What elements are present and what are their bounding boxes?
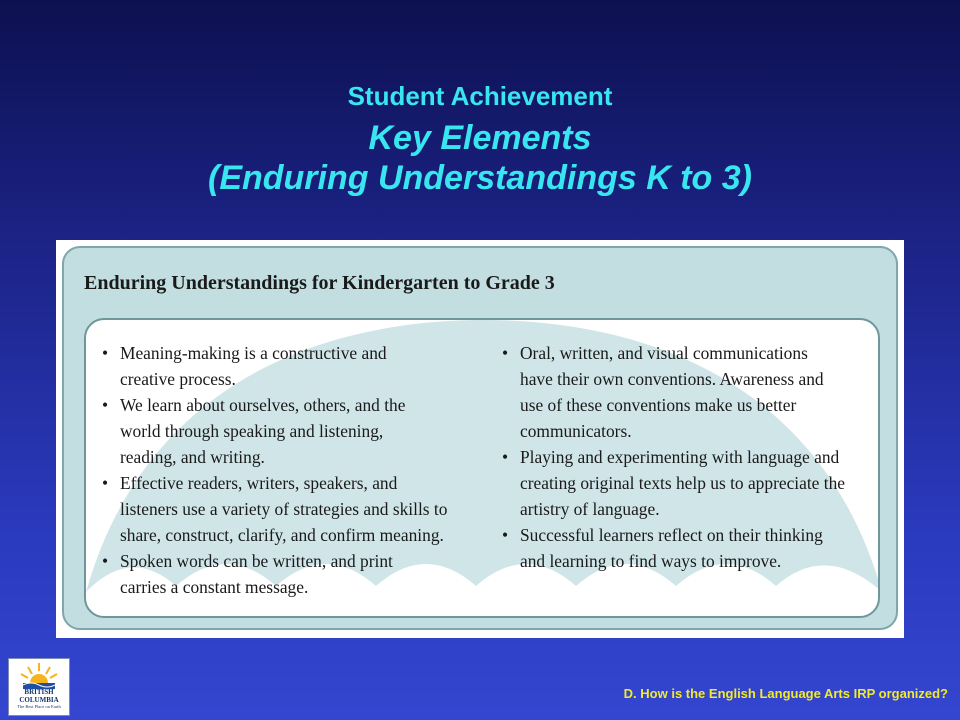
british-columbia-sun-icon bbox=[9, 659, 69, 689]
bullet-line: Successful learners reflect on their thinking bbox=[520, 525, 823, 545]
bullet-list-box bbox=[84, 318, 880, 618]
logo-line-1: BRITISH bbox=[24, 688, 54, 696]
bullet-line: and learning to find ways to improve. bbox=[520, 551, 782, 571]
logo-wordmark bbox=[9, 688, 69, 704]
bullet-line: Playing and experimenting with language and bbox=[520, 447, 840, 467]
bullet-line: share, construct, clarify, and confirm meaning. bbox=[120, 525, 444, 545]
bullet-line: creating original texts help us to appreciate the bbox=[520, 473, 845, 493]
bullet-line: Oral, written, and visual communications bbox=[520, 343, 808, 363]
bullet-line: have their own conventions. Awareness and bbox=[520, 369, 824, 389]
bullet-line: use of these conventions make us better bbox=[520, 395, 797, 415]
slide-title: Student Achievement bbox=[347, 81, 613, 111]
bullet-item bbox=[120, 548, 488, 600]
bullet-line: world through speaking and listening, bbox=[120, 421, 384, 441]
bullet-item bbox=[520, 444, 876, 522]
bullet-line: reading, and writing. bbox=[120, 447, 265, 467]
slide-subtitle-detail: (Enduring Understandings K to 3) bbox=[208, 159, 752, 197]
bullet-item bbox=[120, 392, 488, 470]
bullet-line: We learn about ourselves, others, and the bbox=[120, 395, 406, 415]
bullet-line: Spoken words can be written, and print bbox=[120, 551, 393, 571]
bullet-item bbox=[120, 340, 488, 392]
logo-tagline: The Best Place on Earth bbox=[17, 704, 61, 709]
footer-caption: D. How is the English Language Arts IRP organized? bbox=[623, 686, 948, 701]
bullet-line: artistry of language. bbox=[520, 499, 660, 519]
logo-line-2: COLUMBIA bbox=[19, 696, 59, 704]
bullet-line: Effective readers, writers, speakers, and bbox=[120, 473, 398, 493]
bullet-item bbox=[520, 340, 876, 444]
slide-title-block bbox=[0, 80, 960, 198]
figure-heading: Enduring Understandings for Kindergarten to Grade 3 bbox=[84, 272, 555, 294]
bc-logo bbox=[8, 658, 70, 716]
figure-frame bbox=[62, 246, 898, 630]
left-column bbox=[96, 340, 488, 600]
slide-subtitle: Key Elements bbox=[368, 119, 592, 157]
bullet-line: listeners use a variety of strategies and skills to bbox=[120, 499, 448, 519]
right-bullet-list bbox=[496, 340, 876, 574]
bullet-line: communicators. bbox=[520, 421, 632, 441]
bullet-line: creative process. bbox=[120, 369, 236, 389]
enduring-understandings-figure bbox=[56, 240, 904, 638]
left-bullet-list bbox=[96, 340, 488, 600]
bullet-item bbox=[520, 522, 876, 574]
right-column bbox=[496, 340, 876, 574]
bullet-line: carries a constant message. bbox=[120, 577, 309, 597]
bullet-line: Meaning-making is a constructive and bbox=[120, 343, 387, 363]
bullet-item bbox=[120, 470, 488, 548]
